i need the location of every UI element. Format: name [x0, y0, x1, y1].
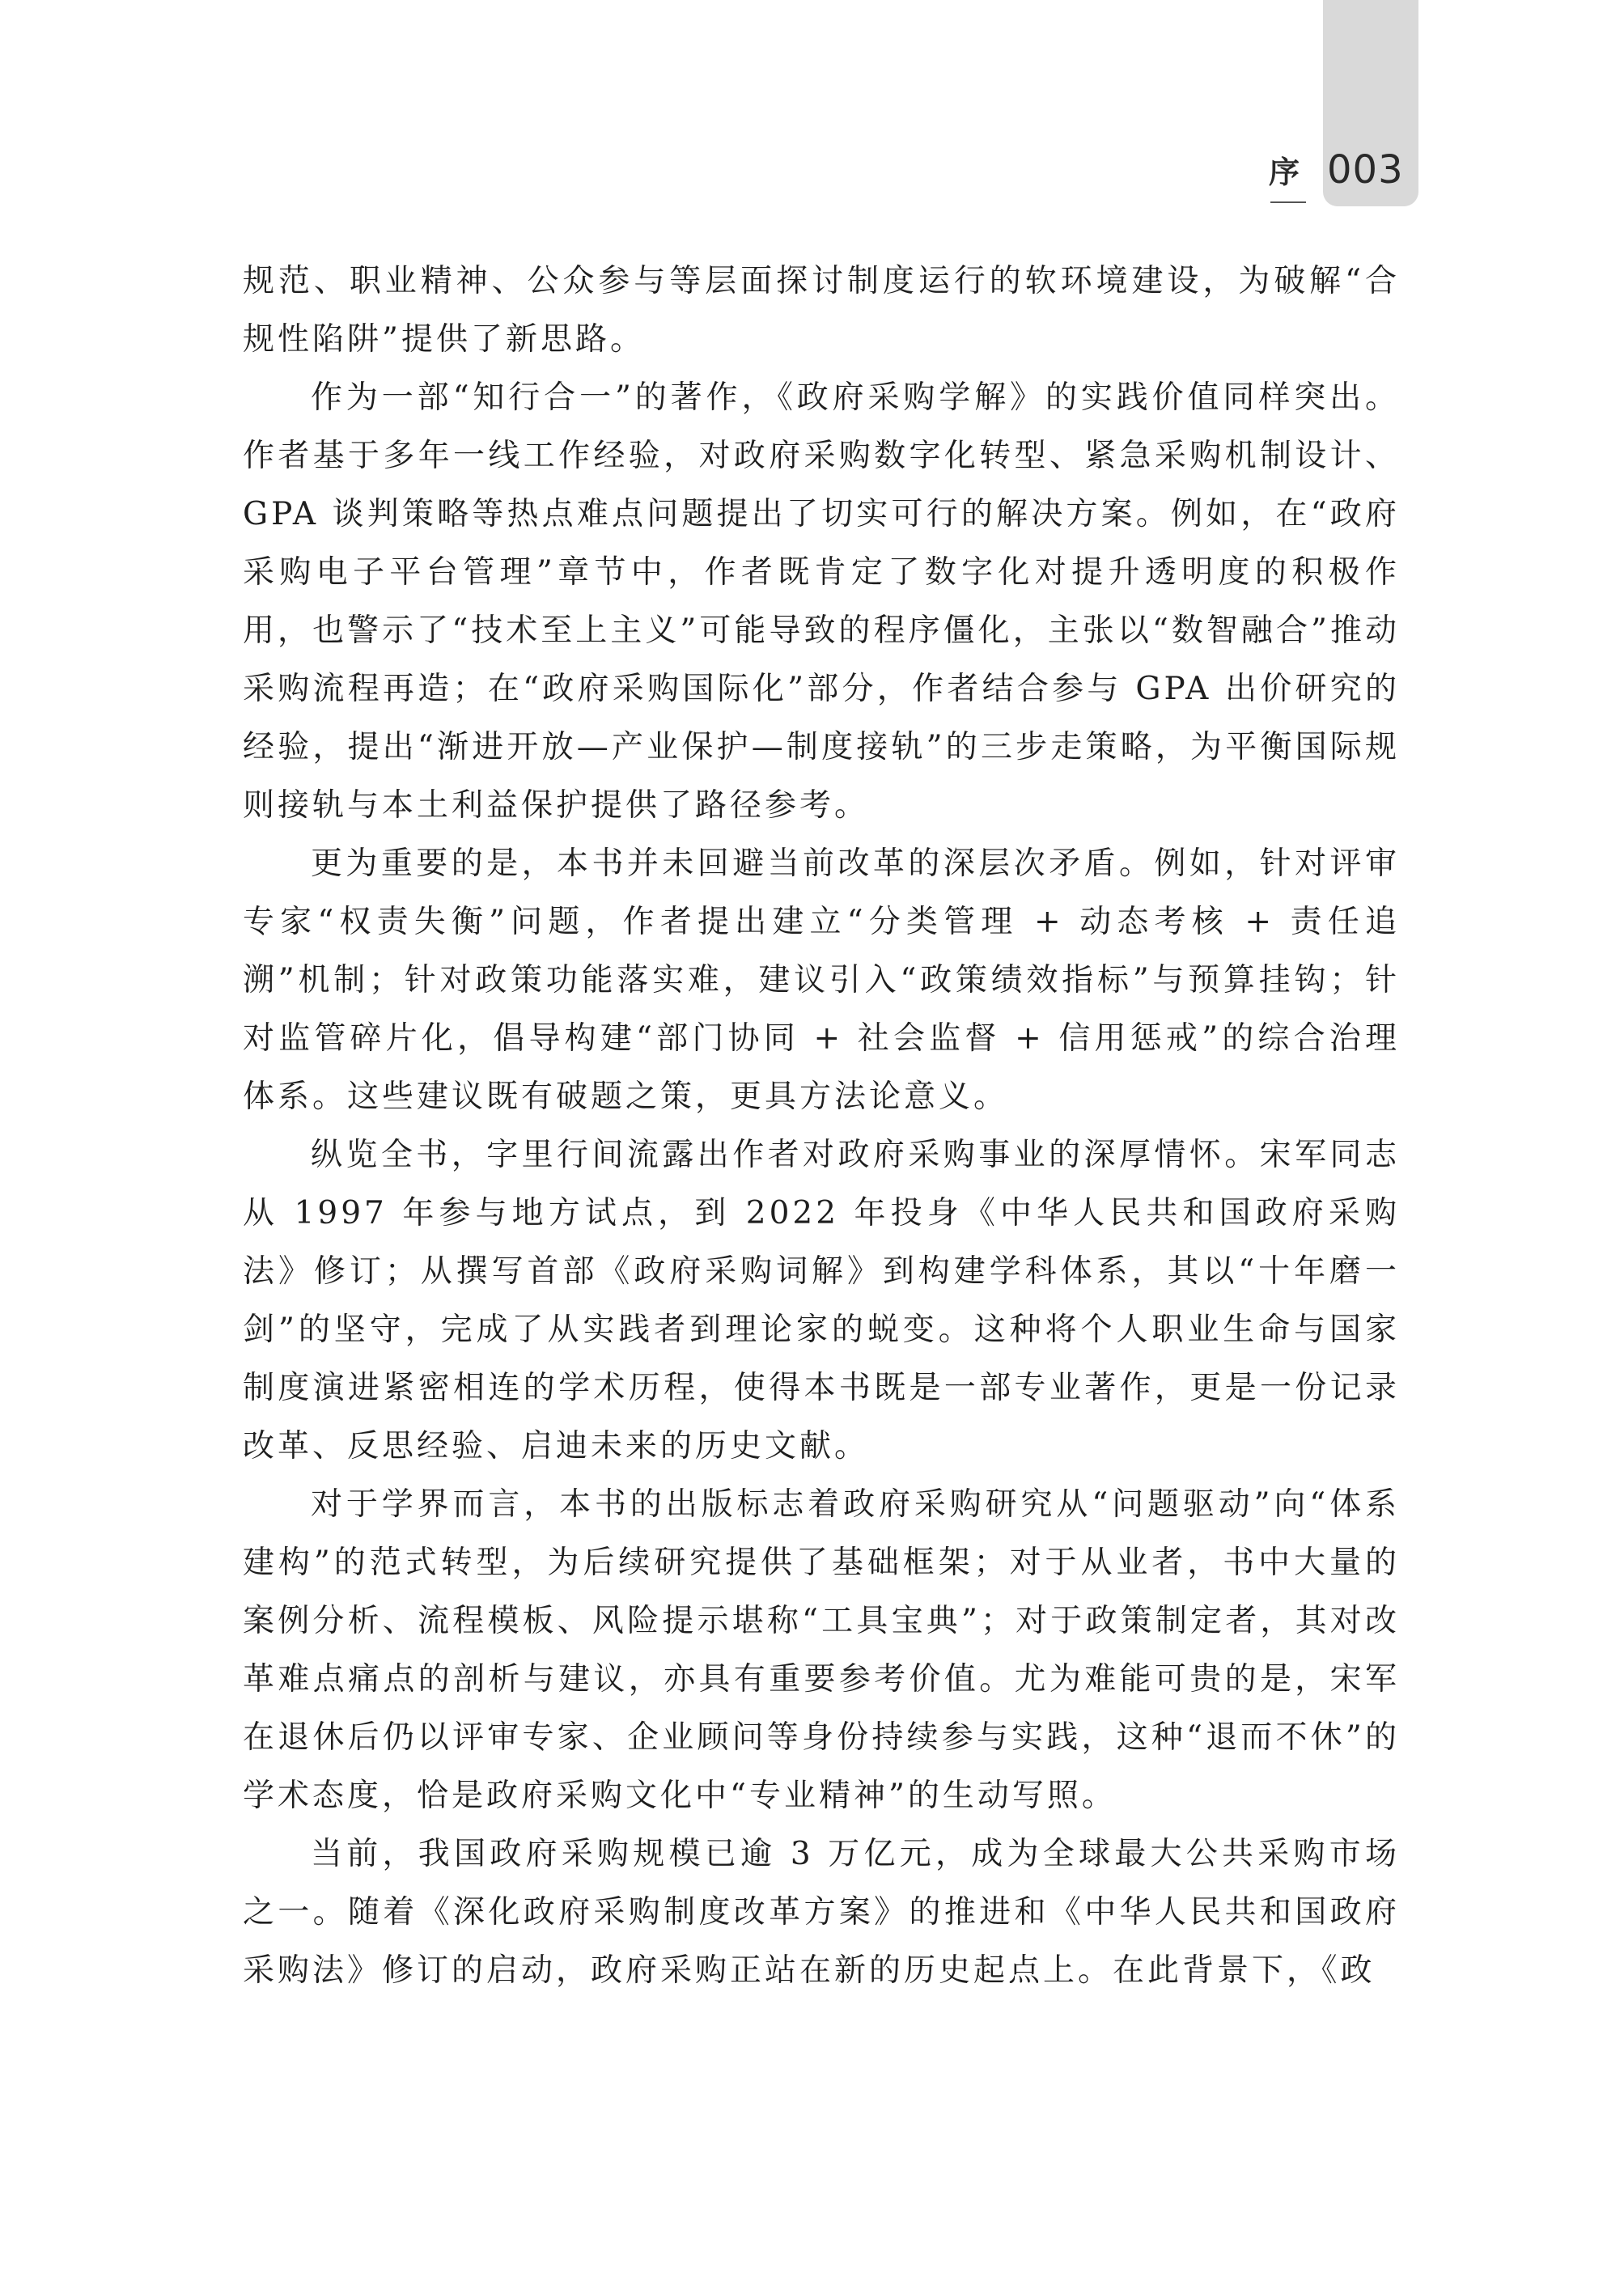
paragraph: 纵览全书，字里行间流露出作者对政府采购事业的深厚情怀。宋军同志从 1997 年参与地方试点，到 2022 年投身《中华人民共和国政府采购法》修订；从撰写首部《政府采购词解》到构建学科体系，其以“十年磨一剑”的坚守，完成了从实践者到理论家的蜕变。这种将个人职业生命与国家制度演进紧密相连的学术历程，使得本书既是一部专业著作，更是一份记录改革、反思经验、启迪未来的历史文献。: [243, 1137, 1400, 1464]
paragraph: 更为重要的是，本书并未回避当前改革的深层次矛盾。例如，针对评审专家“权责失衡”问题，作者提出建立“分类管理 + 动态考核 + 责任追溯”机制；针对政策功能落实难，建议引入“政策绩效指标”与预算挂钩；针对监管碎片化，倡导构建“部门协同 + 社会监督 + 信用惩戒”的综合治理体系。这些建议既有破题之策，更具方法论意义。: [243, 846, 1400, 1115]
paragraph: 作为一部“知行合一”的著作，《政府采购学解》的实践价值同样突出。作者基于多年一线工作经验，对政府采购数字化转型、紧急采购机制设计、GPA 谈判策略等热点难点问题提出了切实可行的解决方案。例如，在“政府采购电子平台管理”章节中，作者既肯定了数字化对提升透明度的积极作用，也警示了“技术至上主义”可能导致的程序僵化，主张以“数智融合”推动采购流程再造；在“政府采购国际化”部分，作者结合参与 GPA 出价研究的经验，提出“渐进开放—产业保护—制度接轨”的三步走策略，为平衡国际规则接轨与本土利益保护提供了路径参考。: [243, 379, 1400, 824]
paragraph-continuation: 规范、职业精神、公众参与等层面探讨制度运行的软环境建设，为破解“合规性陷阱”提供了新思路。: [243, 263, 1400, 358]
section-label: 序: [1269, 155, 1300, 190]
page-number: 003: [1327, 147, 1404, 193]
section-underline: [1270, 201, 1306, 203]
paragraph: 当前，我国政府采购规模已逾 3 万亿元，成为全球最大公共采购市场之一。随着《深化政府采购制度改革方案》的推进和《中华人民共和国政府采购法》修订的启动，政府采购正站在新的历史起点上。在此背景下，《政: [243, 1836, 1400, 1989]
body-text: [243, 252, 1400, 2000]
paragraph: 对于学界而言，本书的出版标志着政府采购研究从“问题驱动”向“体系建构”的范式转型，为后续研究提供了基础框架；对于从业者，书中大量的案例分析、流程模板、风险提示堪称“工具宝典”；对于政策制定者，其对改革难点痛点的剖析与建议，亦具有重要参考价值。尤为难能可贵的是，宋军在退休后仍以评审专家、企业顾问等身份持续参与实践，这种“退而不休”的学术态度，恰是政府采购文化中“专业精神”的生动写照。: [243, 1486, 1400, 1814]
